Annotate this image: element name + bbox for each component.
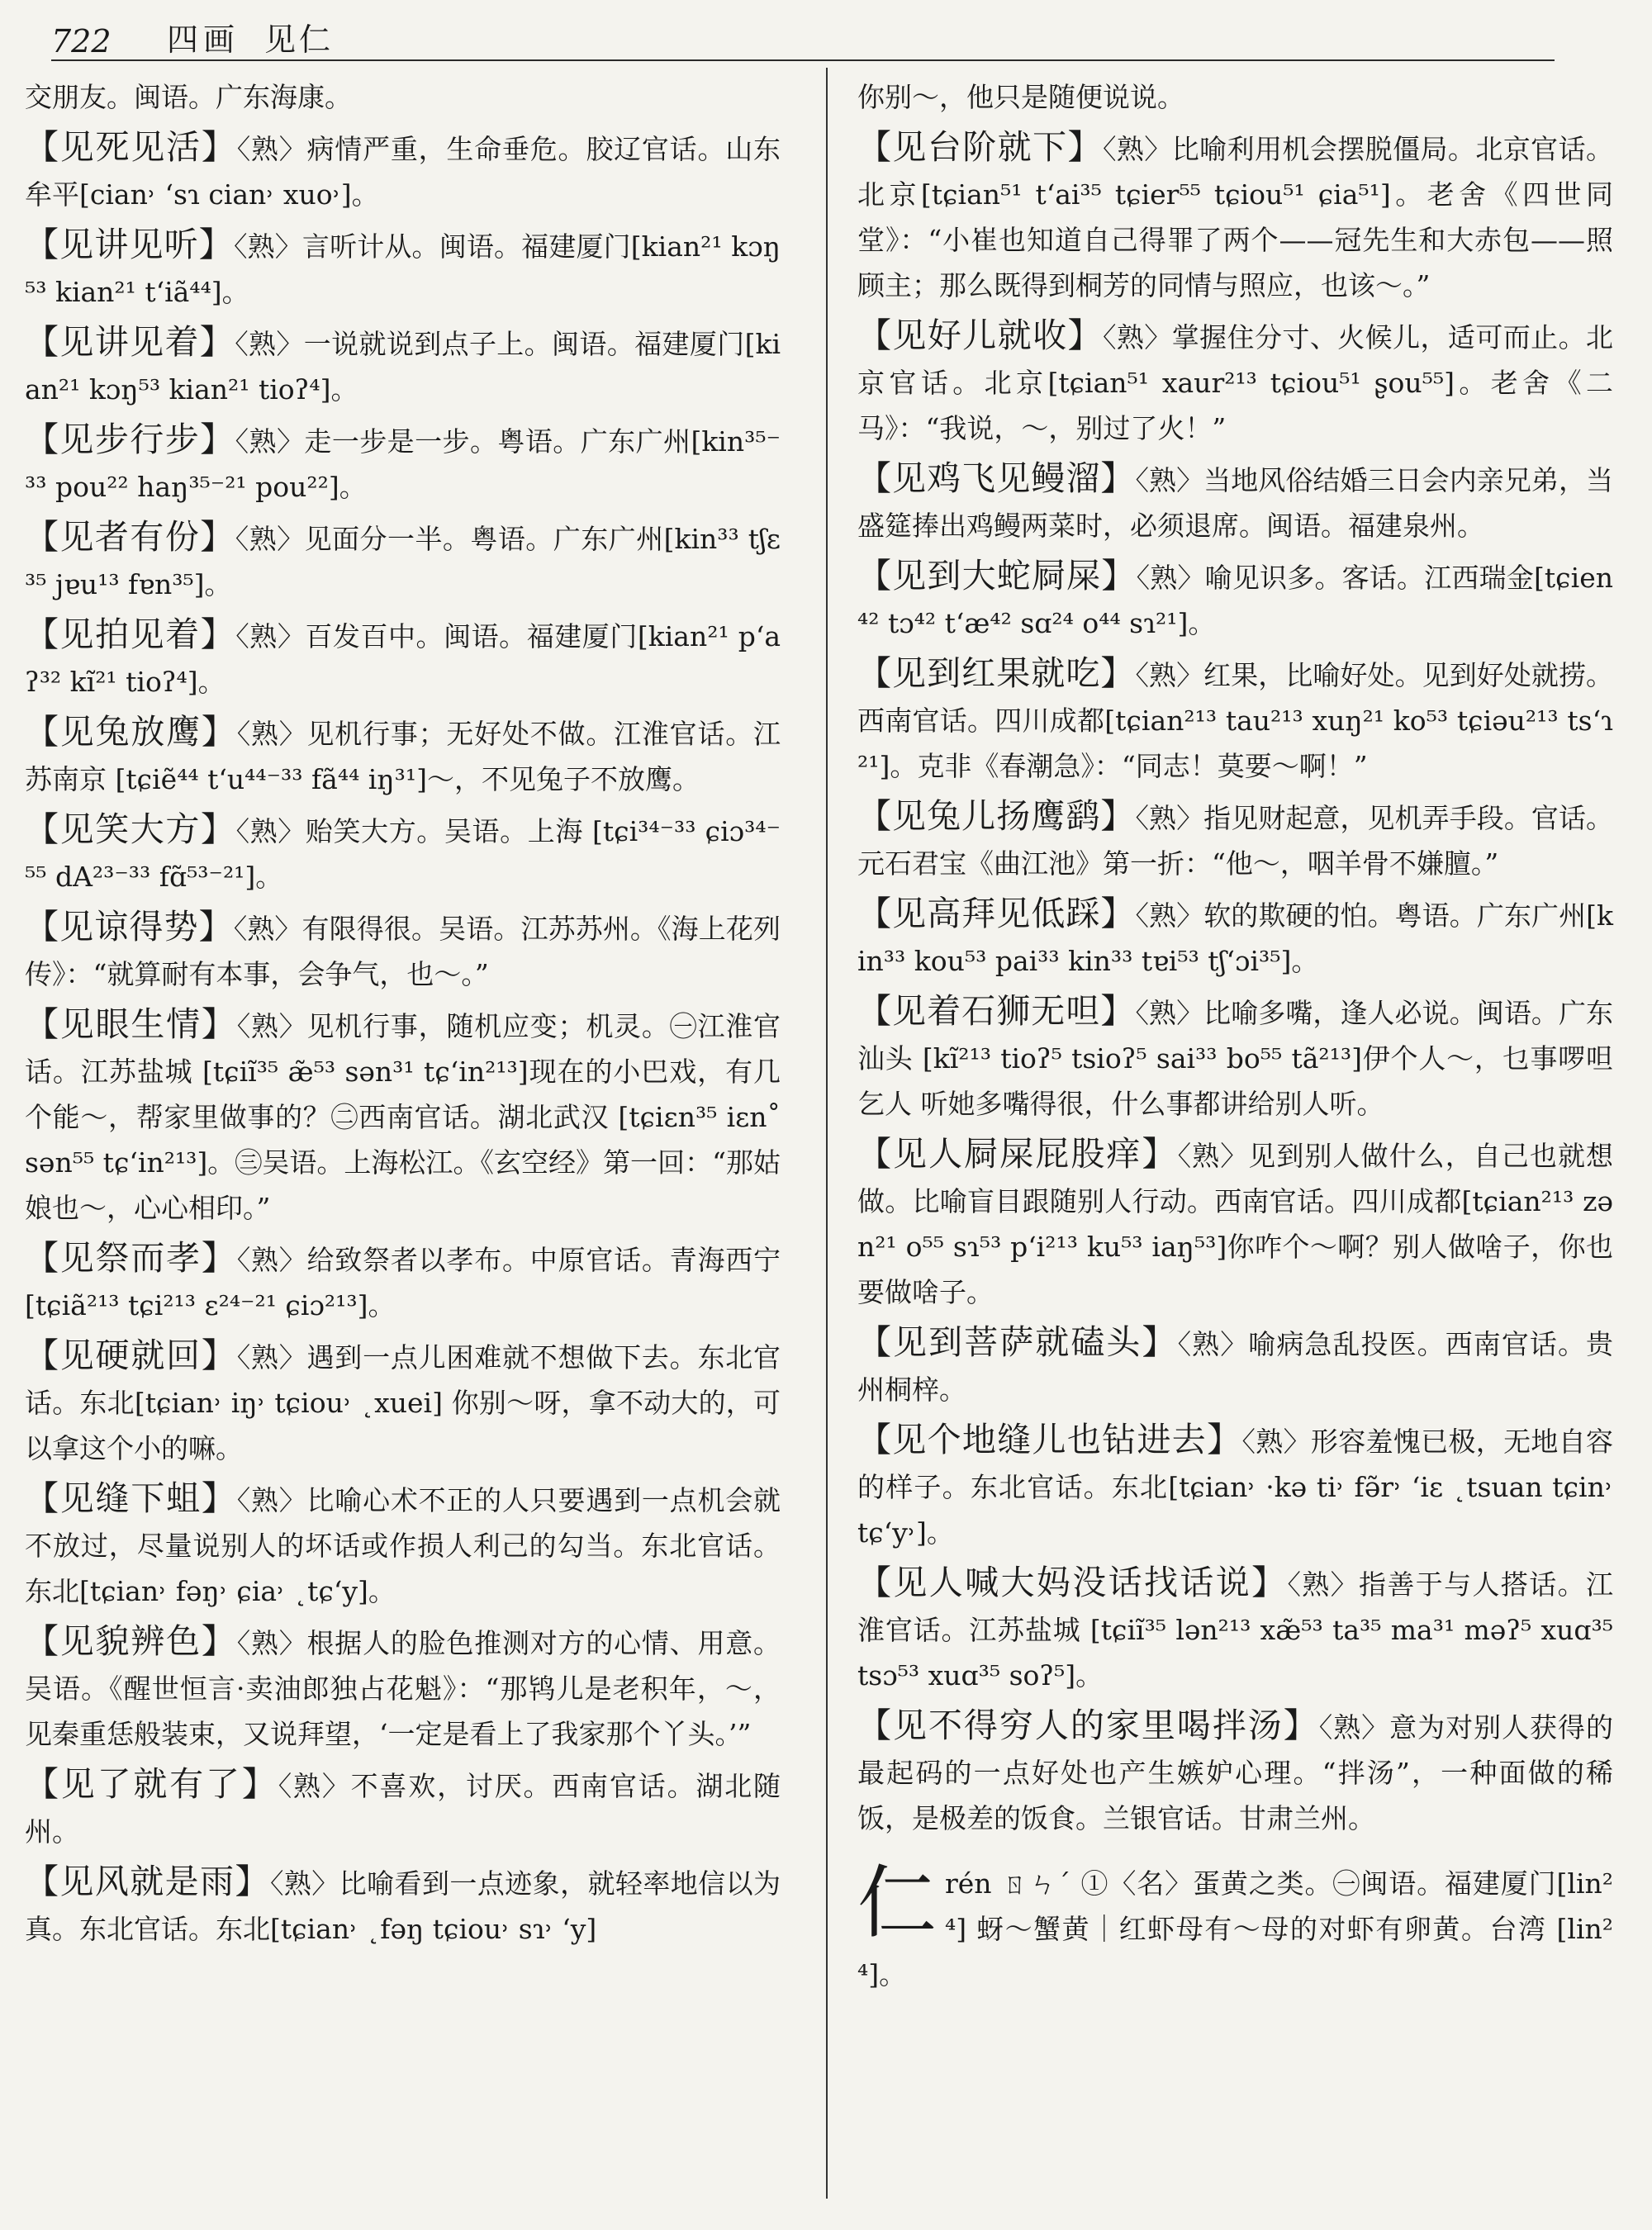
entry-headword: 【见人喊大妈没话找话说】 bbox=[857, 1563, 1288, 1602]
dictionary-entry bbox=[25, 222, 781, 315]
entry-body: 〈熟〉当地风俗结婚三日会内亲兄弟，当盛筵捧出鸡鳗两菜时，必须退席。闽语。福建泉州。 bbox=[857, 464, 1614, 542]
continued-text: 你别～，他只是随便说说。 bbox=[857, 81, 1184, 113]
entry-body: 〈熟〉见面分一半。粤语。广东广州[kin³³ tʃɛ³⁵ jɐu¹³ fɐn³⁵]。 bbox=[25, 523, 781, 600]
entry-body: 〈熟〉根据人的脸色推测对方的心情、用意。吴语。《醒世恒言·卖油郎独占花魁》：“那鸨儿是老积年，～，见秦重恁般装束，又说拜望，‘一定是看上了我家那个丫头。’” bbox=[25, 1627, 781, 1750]
entry-headword: 【见了就有了】 bbox=[25, 1764, 278, 1804]
right-column bbox=[857, 74, 1613, 2002]
dictionary-entry bbox=[25, 320, 781, 412]
entry-body: 〈熟〉指善于与人搭话。江淮官话。江苏盐城 [tɕiĩ³⁵ lən²¹³ xæ̃⁵³ ta³⁵ ma³¹ məʔ⁵ xuɑ³⁵ tsɔ⁵³ xuɑ³⁵ soʔ⁵]。 bbox=[857, 1568, 1614, 1691]
entry-body: 〈熟〉喻见识多。客话。江西瑞金[tɕien⁴² tɔ⁴² tʻæ⁴² sɑ²⁴ o⁴⁴ sɿ²¹]。 bbox=[857, 562, 1613, 639]
headword-character: 仁 bbox=[857, 1857, 937, 1949]
entry-headword: 【见台阶就下】 bbox=[857, 127, 1103, 167]
dictionary-entry bbox=[857, 125, 1613, 308]
entry-body: 〈熟〉软的欺硬的怕。粤语。广东广州[kin³³ kou⁵³ pai³³ kin³³ tɐi⁵³ tʃʻɔi³⁵]。 bbox=[857, 899, 1614, 977]
running-head-word: 见仁 bbox=[264, 21, 335, 58]
entry-body: 〈熟〉指见财起意，见机弄手段。官话。元石君宝《曲江池》第一折：“他～，咽羊骨不嫌膻。” bbox=[857, 802, 1614, 880]
entry-body: 〈熟〉百发百中。闽语。福建厦门[kian²¹ pʻaʔ³² kĩ²¹ tioʔ⁴]。 bbox=[25, 620, 781, 698]
dictionary-entry bbox=[857, 1132, 1613, 1315]
entry-headword: 【见兔放鹰】 bbox=[25, 712, 237, 752]
character-entry bbox=[857, 1857, 1613, 1997]
entry-headword: 【见风就是雨】 bbox=[25, 1862, 270, 1901]
dictionary-entry bbox=[857, 456, 1613, 548]
header-rule bbox=[51, 59, 1555, 61]
dictionary-entry bbox=[857, 1417, 1613, 1555]
dictionary-entry bbox=[857, 989, 1613, 1127]
dictionary-entry bbox=[25, 1476, 781, 1614]
column-divider bbox=[826, 68, 828, 2199]
dictionary-entry bbox=[25, 807, 781, 899]
page-header bbox=[51, 18, 1563, 59]
dictionary-entry bbox=[25, 1762, 781, 1854]
dictionary-entry bbox=[25, 612, 781, 705]
entry-body: 〈熟〉贻笑大方。吴语。上海 [tɕi³⁴⁻³³ ɕiɔ³⁴⁻⁵⁵ dA²³⁻³³ fɑ̃⁵³⁻²¹]。 bbox=[25, 815, 781, 893]
entry-headword: 【见兔儿扬鹰鹞】 bbox=[857, 796, 1136, 836]
dictionary-entry bbox=[857, 1320, 1613, 1412]
entry-headword: 【见谅得势】 bbox=[25, 907, 234, 947]
dictionary-entry bbox=[857, 553, 1613, 646]
entry-headword: 【见缝下蛆】 bbox=[25, 1478, 237, 1518]
entry-headword: 【见者有份】 bbox=[25, 517, 235, 557]
dictionary-entry bbox=[25, 1619, 781, 1757]
entry-headword: 【见个地缝儿也钻进去】 bbox=[857, 1420, 1242, 1459]
entry-headword: 【见笑大方】 bbox=[25, 809, 236, 849]
page-number: 722 bbox=[51, 23, 112, 59]
dictionary-entry bbox=[25, 1859, 781, 1952]
entry-headword: 【见步行步】 bbox=[25, 420, 235, 459]
entry-headword: 【见高拜见低踩】 bbox=[857, 894, 1136, 933]
entry-body: 〈熟〉比喻利用机会摆脱僵局。北京官话。北京[tɕian⁵¹ tʻai³⁵ tɕier⁵⁵ tɕiou⁵¹ ɕia⁵¹]。老舍《四世同堂》：“小崔也知道自己得罪了两个——冠先生和大赤包——照顾主；那么既得到桐芳的同情与照应，也该～。” bbox=[857, 133, 1614, 301]
dictionary-entry bbox=[25, 1002, 781, 1231]
entry-headword: 【见好儿就收】 bbox=[857, 316, 1103, 355]
dictionary-entry bbox=[25, 709, 781, 802]
entry-body: 〈熟〉走一步是一步。粤语。广东广州[kin³⁵⁻³³ pou²² haŋ³⁵⁻²¹ pou²²]。 bbox=[25, 425, 781, 503]
dictionary-entry bbox=[25, 904, 781, 997]
entry-headword: 【见拍见着】 bbox=[25, 614, 236, 654]
entry-body: 〈熟〉有限得很。吴语。江苏苏州。《海上花列传》：“就算耐有本事，会争气，也～。” bbox=[25, 913, 781, 990]
dictionary-entry bbox=[25, 1236, 781, 1328]
entry-headword: 【见到大蛇屙屎】 bbox=[857, 556, 1137, 595]
entry-body: 〈熟〉见机行事，随机应变；机灵。㊀江淮官话。江苏盐城 [tɕiĩ³⁵ æ̃⁵³ sən³¹ tɕʻin²¹³]现在的小巴戏，有几个能～，帮家里做事的？㊁西南官话。湖北武汉 [tɕiɛn³⁵ iɛn˚ sən⁵⁵ tɕʻin²¹³]。㊂吴语。上海松江。《玄空经》第一回：“那姑娘也～，心心相印。” bbox=[25, 1010, 781, 1224]
entry-headword: 【见到菩萨就磕头】 bbox=[857, 1322, 1178, 1362]
entry-body: 〈熟〉喻病急乱投医。西南官话。贵州桐梓。 bbox=[857, 1328, 1613, 1406]
entry-body: rén ㄖㄣˊ ①〈名〉蛋黄之类。㊀闽语。福建厦门[lin²⁴] 蚜～蟹黄｜红虾母有～母的对虾有卵黄。台湾 [lin²⁴]。 bbox=[857, 1867, 1613, 1990]
dictionary-entry bbox=[25, 125, 781, 217]
entry-body: 〈熟〉比喻多嘴，逢人必说。闽语。广东汕头 [kĩ²¹³ tioʔ⁵ tsioʔ⁵ sai³³ bo⁵⁵ tã²¹³]伊个人～，乜事啰呾乞人 听她多嘴得很，什么事都讲给别人听。 bbox=[857, 997, 1614, 1120]
entry-body: 〈熟〉意为对别人获得的最起码的一点好处也产生嫉妒心理。“拌汤”，一种面做的稀饭，是极差的饭食。兰银官话。甘肃兰州。 bbox=[857, 1711, 1614, 1834]
entry-headword: 【见不得穷人的家里喝拌汤】 bbox=[857, 1706, 1319, 1745]
entry-headword: 【见貌辨色】 bbox=[25, 1621, 237, 1661]
dictionary-entry bbox=[857, 794, 1613, 886]
entry-headword: 【见人屙屎屁股痒】 bbox=[857, 1134, 1178, 1174]
entry-body: 〈熟〉掌握住分寸、火候儿，适可而止。北京官话。北京[tɕian⁵¹ xaur²¹³ tɕiou⁵¹ ʂou⁵⁵]。老舍《二马》：“我说，～，别过了火！” bbox=[857, 321, 1614, 444]
entry-body: 〈熟〉病情严重，生命垂危。胶辽官话。山东牟平[cian˒ ʻsɿ cian˒ xuo˒]。 bbox=[25, 133, 781, 211]
dictionary-entry bbox=[857, 313, 1613, 451]
entry-body: 〈熟〉见到别人做什么，自己也就想做。比喻盲目跟随别人行动。西南官话。四川成都[tɕian²¹³ zən²¹ o⁵⁵ sɿ⁵³ pʻi²¹³ ku⁵³ iaŋ⁵³]你咋个～啊？别人做啥子，你也要做啥子。 bbox=[857, 1140, 1613, 1308]
left-column bbox=[25, 74, 781, 1957]
entry-body: 〈熟〉一说就说到点子上。闽语。福建厦门[kian²¹ kɔŋ⁵³ kian²¹ tioʔ⁴]。 bbox=[25, 328, 781, 406]
dictionary-entry bbox=[25, 515, 781, 607]
entry-body: 〈熟〉形容羞愧已极，无地自容的样子。东北官话。东北[tɕian˒ ·kə ti˒ fə̃r˒ ʻiɛ ˛tsuan tɕin˒ tɕʻy˒]。 bbox=[857, 1426, 1613, 1549]
entry-headword: 【见硬就回】 bbox=[25, 1336, 237, 1375]
entry-body: 〈熟〉遇到一点儿困难就不想做下去。东北官话。东北[tɕian˒ iŋ˒ tɕiou˒ ˛xuei] 你别～呀，拿不动大的，可以拿这个小的嘛。 bbox=[25, 1341, 781, 1464]
dictionary-entry bbox=[25, 417, 781, 510]
entry-headword: 【见讲见着】 bbox=[25, 322, 235, 362]
dictionary-entry bbox=[857, 891, 1613, 984]
entry-body: 〈熟〉比喻看到一点迹象，就轻率地信以为真。东北官话。东北[tɕian˒ ˛fəŋ tɕiou˒ sɿ˒ ʻy] bbox=[25, 1867, 781, 1945]
entry-body: 〈熟〉见机行事；无好处不做。江淮官话。江苏南京 [tɕiẽ⁴⁴ tʻu⁴⁴⁻³³ fã⁴⁴ iŋ³¹]～，不见兔子不放鹰。 bbox=[25, 718, 781, 795]
entry-headword: 【见死见活】 bbox=[25, 127, 237, 167]
entry-body: 〈熟〉给致祭者以孝布。中原官话。青海西宁 [tɕiã²¹³ tɕi²¹³ ɛ²⁴⁻²¹ ɕiɔ²¹³]。 bbox=[25, 1244, 781, 1321]
dictionary-entry bbox=[25, 1333, 781, 1471]
section-label: 四画 bbox=[167, 21, 240, 58]
entry-headword: 【见到红果就吃】 bbox=[857, 653, 1136, 693]
dictionary-entry bbox=[857, 1560, 1613, 1698]
entry-body: 〈熟〉不喜欢，讨厌。西南官话。湖北随州。 bbox=[25, 1770, 781, 1848]
entry-body: 〈熟〉比喻心术不正的人只要遇到一点机会就不放过，尽量说别人的坏话或作损人利己的勾当。东北官话。东北[tɕian˒ fəŋ˒ ɕia˒ ˛tɕʻy]。 bbox=[25, 1484, 781, 1607]
entry-headword: 【见眼生情】 bbox=[25, 1004, 237, 1044]
entry-body: 〈熟〉红果，比喻好处。见到好处就捞。西南官话。四川成都[tɕian²¹³ tau²¹³ xuŋ²¹ ko⁵³ tɕiəu²¹³ tsʻɿ²¹]。克非《春潮急》：“同志！莫要～啊！” bbox=[857, 659, 1614, 782]
entry-headword: 【见祭而孝】 bbox=[25, 1238, 237, 1278]
entry-headword: 【见讲见听】 bbox=[25, 225, 234, 264]
dictionary-entry bbox=[857, 1703, 1613, 1841]
dictionary-entry bbox=[857, 651, 1613, 789]
continued-text: 交朋友。闽语。广东海康。 bbox=[25, 81, 352, 113]
entry-headword: 【见着石狮无呾】 bbox=[857, 991, 1136, 1031]
entry-headword: 【见鸡飞见鳗溜】 bbox=[857, 458, 1136, 498]
entry-body: 〈熟〉言听计从。闽语。福建厦门[kian²¹ kɔŋ⁵³ kian²¹ tʻiã⁴⁴]。 bbox=[25, 230, 781, 308]
